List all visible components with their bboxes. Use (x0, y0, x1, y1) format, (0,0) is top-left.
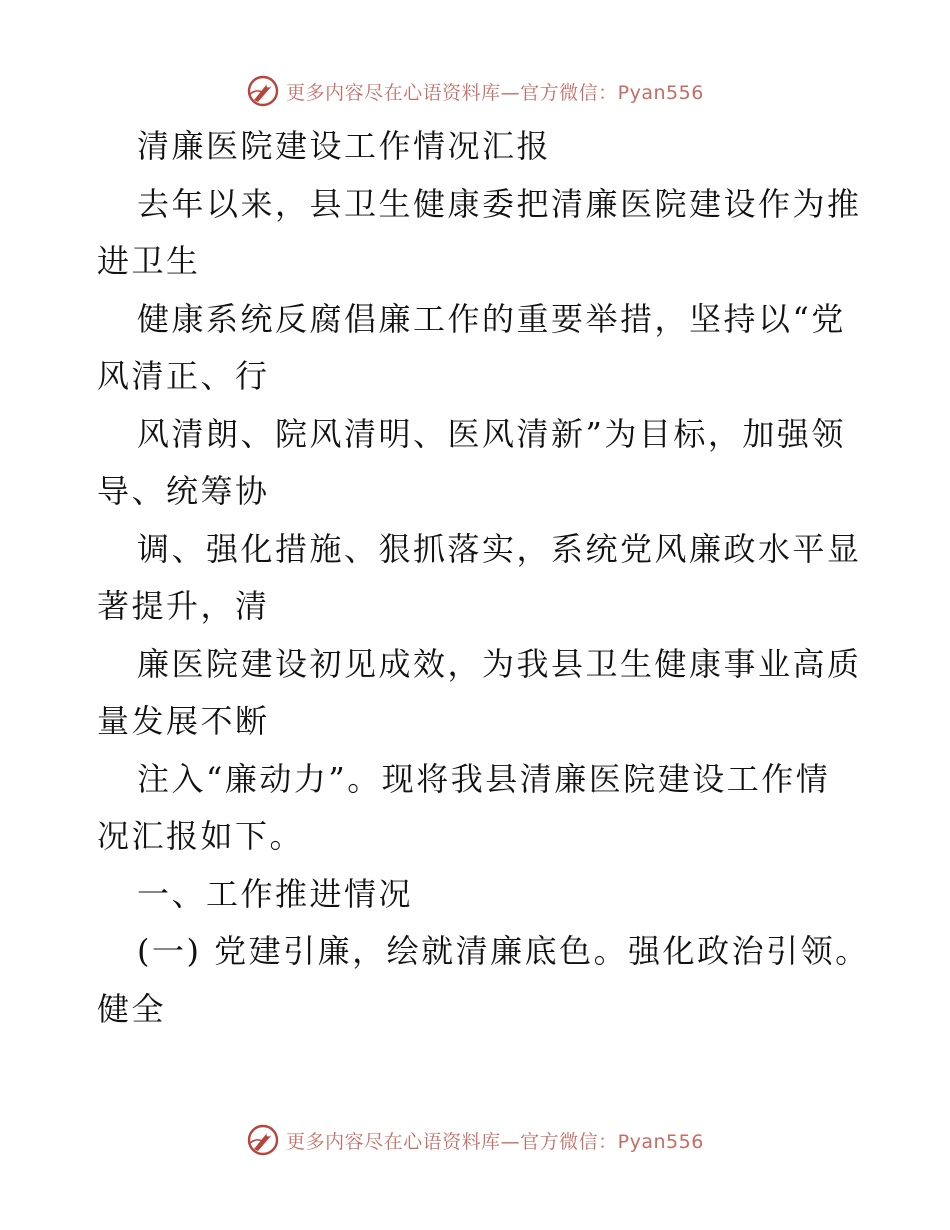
paragraph-line: 量发展不断 (97, 702, 270, 740)
watermark-text: 更多内容尽在心语资料库—官方微信：Pyan556 (286, 1130, 704, 1153)
paragraph-line: 导、统筹协 (97, 472, 270, 510)
paragraph-line: 况汇报如下。 (97, 817, 305, 855)
pen-nib-logo-icon (246, 1123, 280, 1157)
paragraph-line: 健康系统反腐倡廉工作的重要举措，坚持以“党 (137, 299, 846, 338)
paragraph-line: 去年以来，县卫生健康委把清廉医院建设作为推 (137, 184, 862, 223)
paragraph-line: 风清朗、院风清明、医风清新”为目标，加强领 (137, 414, 846, 453)
document-title: 清廉医院建设工作情况汇报 (137, 127, 552, 165)
document-body (97, 118, 870, 1038)
pen-nib-logo-icon (246, 74, 280, 108)
paragraph-line: 注入“廉动力”。现将我县清廉医院建设工作情 (137, 759, 831, 798)
paragraph-line: 著提升，清 (97, 587, 270, 625)
paragraph-line: 健全 (97, 989, 167, 1028)
paragraph-line: 调、强化措施、狠抓落实，系统党风廉政水平显 (137, 529, 862, 568)
footer-watermark (0, 1120, 950, 1160)
paragraph-line: 廉医院建设初见成效，为我县卫生健康事业高质 (137, 644, 862, 683)
section-heading: 一、工作推进情况 (137, 874, 414, 913)
paragraph-line: 进卫生 (97, 242, 201, 280)
paragraph-line: (一) 党建引廉，绘就清廉底色。强化政治引领。 (137, 932, 870, 970)
header-watermark (0, 71, 950, 111)
watermark-text: 更多内容尽在心语资料库—官方微信：Pyan556 (286, 81, 704, 104)
paragraph-line: 风清正、行 (97, 357, 270, 395)
